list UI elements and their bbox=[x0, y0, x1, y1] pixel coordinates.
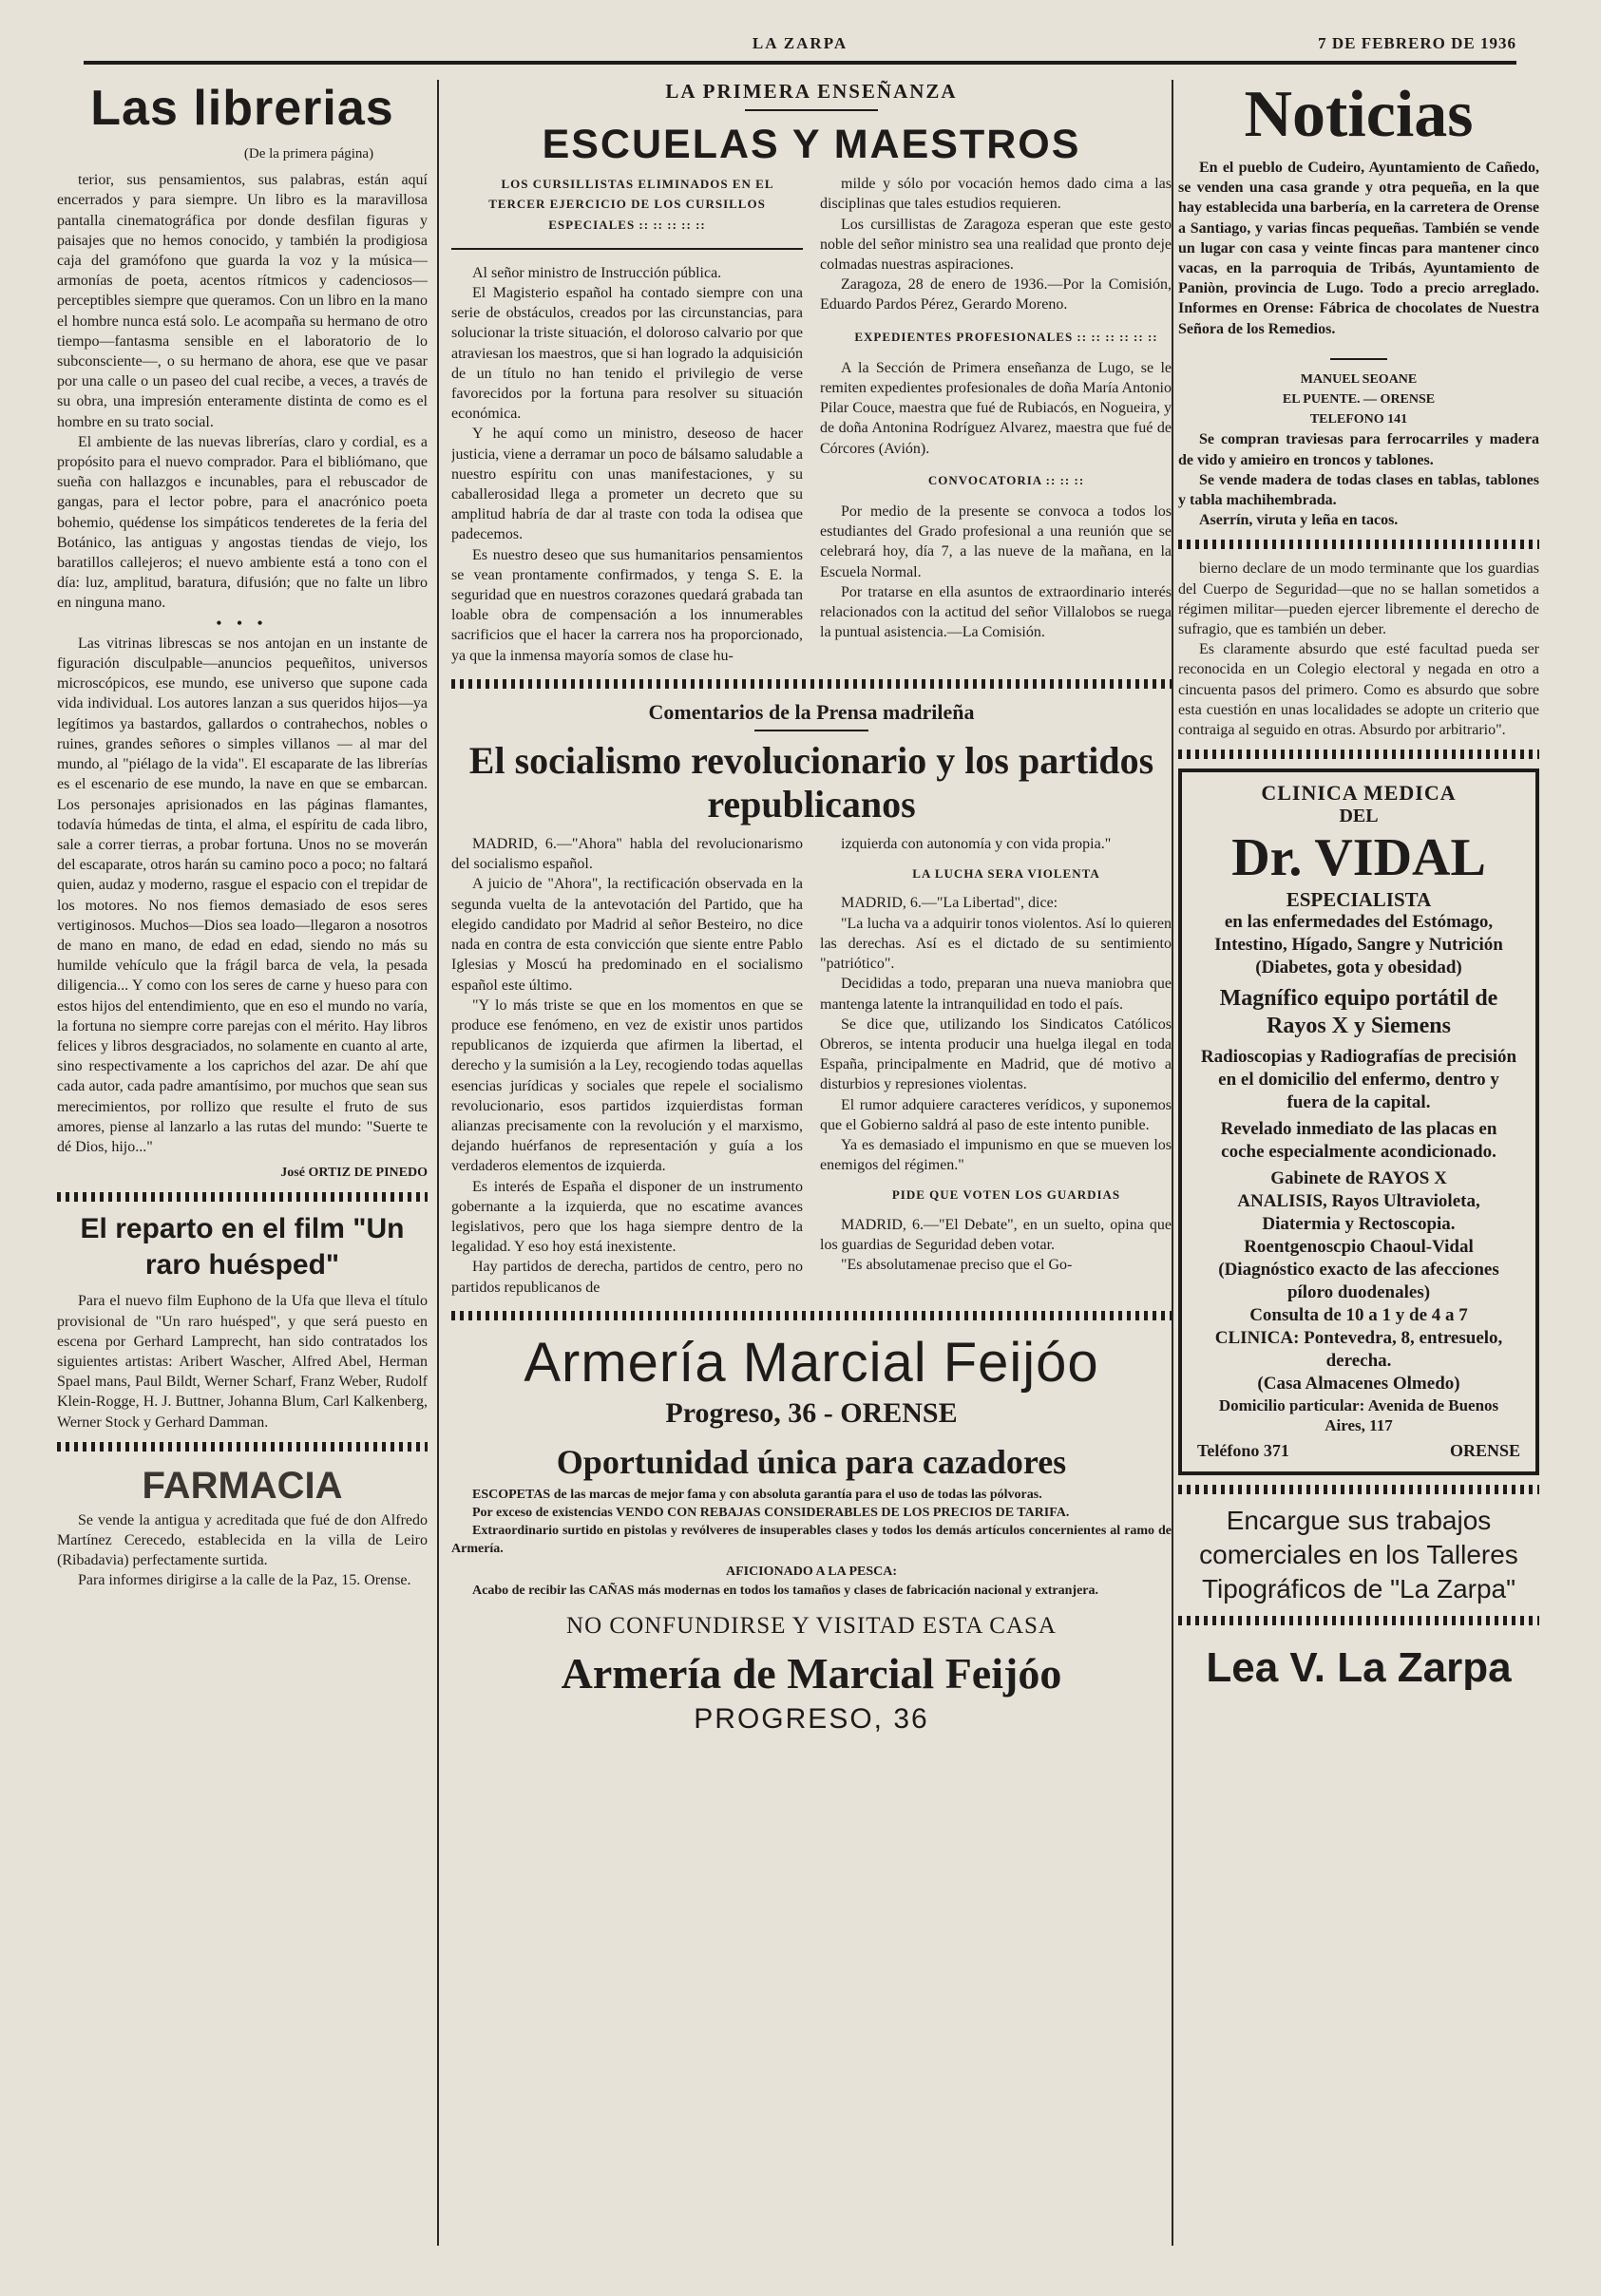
seoane-line: TELEFONO 141 bbox=[1309, 412, 1408, 427]
issue-date: 7 DE FEBRERO DE 1936 bbox=[1318, 34, 1516, 52]
escuelas-title: ESCUELAS Y MAESTROS bbox=[542, 122, 1081, 168]
escuelas-paragraph: El Magisterio español ha contado siempre con una serie de obstáculos, creados por las circunstancias, para solucionar la triste situación, el doloroso calvario por que atraviesan los maestros, que si han logrado la adquisición de un título no han tenido el privilegio de verse favorecidos por la fortuna para resolver su situación económica. bbox=[451, 285, 803, 423]
clinica-line: Domicilio particular: Avenida de Buenos Aires, 117 bbox=[1218, 1396, 1499, 1435]
noticias-paragraph: Se compran traviesas para ferrocarriles y madera de vido y amieiro en troncos y tablones. bbox=[1178, 431, 1539, 468]
armeria-line: Por exceso de existencias VENDO CON REBAJAS CONSIDERABLES DE LOS PRECIOS DE TARIFA. bbox=[472, 1505, 1070, 1520]
socialismo-paragraph: "La lucha va a adquirir tonos violentos. Así lo quieren las derechas. Así es el dictado de su sentimiento "patriótico". bbox=[820, 915, 1172, 973]
farmacia-text: Para informes dirigirse a la calle de la Paz, 15. Orense. bbox=[78, 1572, 411, 1589]
librerias-paragraph: terior, sus pensamientos, sus palabras, están aquí encerrados y para siempre. Un libro es la maravillosa pantalla cinematográfica por donde desfilan figuras y paisajes que no hemos conocido, y también la prodigiosa caja del gramófono que guarda la voz y la música—armonías de poeta, acentos rítmicos y cadenciosos—perceptibles siempre que queramos. Con un libro en la mano el hombre nunca está solo. Le acompaña su hermano de otro tiempo—fantasma sensible en el laboratorio de lo subconsciente—, o su hermano de ahora, ese que ve pasar por una calle o un paseo del cual recibe, a veces, a través de su obra, una impresión enteramente distinta de como es el hombre en su trato social. bbox=[57, 172, 428, 430]
column-rule-left bbox=[437, 80, 439, 2246]
lea-ad: Lea V. La Zarpa bbox=[1206, 1644, 1512, 1692]
socialismo-paragraph: MADRID, 6.—"La Libertad", dice: bbox=[841, 895, 1058, 912]
socialismo-subhead: PIDE QUE VOTEN LOS GUARDIAS bbox=[891, 1187, 1121, 1203]
armeria-headline: Oportunidad única para cazadores bbox=[556, 1442, 1067, 1481]
separator-bar bbox=[1178, 1485, 1539, 1494]
reparto-title: El reparto en el film "Un raro huésped" bbox=[80, 1213, 405, 1281]
armeria-address: Progreso, 36 - ORENSE bbox=[665, 1396, 958, 1429]
clinica-line: Revelado inmediato de las placas en coche especialmente acondicionado. bbox=[1220, 1119, 1497, 1163]
armeria-line: ESCOPETAS de las marcas de mejor fama y con absoluta garantía para el uso de todas las pólvoras. bbox=[472, 1487, 1042, 1502]
clinica-line: ANALISIS, Rayos Ultravioleta, Diatermia y Rectoscopia. bbox=[1237, 1191, 1480, 1235]
armeria-address-2: PROGRESO, 36 bbox=[694, 1702, 929, 1735]
socialismo-paragraph: Decididas a todo, preparan una nueva maniobra que mantenga latente la intranquilidad en todo el país. bbox=[820, 976, 1172, 1013]
socialismo-title: El socialismo revolucionario y los partidos republicanos bbox=[468, 739, 1154, 826]
escuelas-paragraph: Los cursillistas de Zaragoza esperan que este gesto noble del señor ministro sea una realidad que pronto deje colmadas nuestras aspiraciones. bbox=[820, 216, 1172, 274]
socialismo-paragraph: El rumor adquiere caracteres verídicos, y suponemos que el Gobierno saldrá al paso de este intento punible. bbox=[820, 1096, 1172, 1133]
clinica-line: (Casa Almacenes Olmedo) bbox=[1257, 1374, 1460, 1395]
escuelas-paragraph: Por tratarse en ella asuntos de extraordinario interés relacionados con la actitud del señor Villalobos se ruega la puntual asistencia.—La Comisión. bbox=[820, 583, 1172, 641]
socialismo-paragraph: Se dice que, utilizando los Sindicatos Católicos Obreros, se intenta producir una huelga ilegal en toda España, principalmente en Madrid, que dé motivo a disturbios y represiones violentas. bbox=[820, 1015, 1172, 1093]
escuelas-subhead: CONVOCATORIA :: :: :: bbox=[927, 472, 1085, 487]
clinica-line: Magnífico equipo portátil de Rayos X y Siemens bbox=[1219, 986, 1498, 1039]
column-middle bbox=[451, 72, 1172, 2248]
clinica-line: Radioscopias y Radiografías de precisión en el domicilio del enfermo, dentro y fuera de la capital. bbox=[1200, 1047, 1517, 1113]
librerias-title: Las librerias bbox=[90, 81, 394, 136]
separator-bar bbox=[1178, 540, 1539, 549]
socialismo-kicker: Comentarios de la Prensa madrileña bbox=[648, 699, 975, 724]
newspaper-name: LA ZARPA bbox=[752, 34, 848, 52]
column-left: Las librerias (De la primera página) terior, sus pensamientos, sus palabras, están aquí encerrados y para siempre. Un libro es la maravillosa pantalla cinematográfica por donde desfilan figuras y paisajes que no hemos conocido, y también la prodigiosa caja del gramófono que guarda la voz y la música—armonías de poeta, acentos rítmicos y cadenciosos—perceptibles siempre que queramos. Con un libro en la mano el hombre nunca está solo. Le acompaña su hermano de otro tiempo—fantasma sensible en el laboratorio de lo subconsciente—, o su hermano de ahora, ese que ve pasar por una calle o un paseo del cual recibe, a veces, a través de su obra, una impresión enteramente distinta de como es el hombre en su trato social. El ambiente de las nuevas librerías, claro y cordial, es a propósito para el nuevo comprador. Para el bibliómano, que sueña con hallazgos e incunables, para el rebuscador de gangas, para el lector pobre, para el anacrónico poeta bohemio, quédense los simpáticos tenderetes de la feria del Botánico, las antiguas y angostas tiendas de viejo, los baratillos callejeros; el nuevo ambiente está a tono con el día: luz, amplitud, baratura, difusión; que no falte un libro en ninguna mano. • • • Las vitrinas librescas se nos antojan en un instante de figuración disculpable—anuncios pequeñitos, universos microscópicos, ese mundo, ese universo que supone cada vida individual. Los autores lanzan a sus queridos hijos—ya legítimos ya bastardos, gallardos o contrahechos, nobles o ruines, grandes señores o simples villanos — al mar del mundo, al "piélago de la vida". El escaparate de las librerías es el escenario de ese mundo, la nave en que se embarcan. Los personajes aprisionados en las páginas flamantes, todavía húmedas de tinta, el alma, el espíritu de cada libro, sale a correr tierras, a probar fortuna. Unos no se moverán del escaparate, otros harán su camino poco a poco; no faltará quien, audaz y moderno, rasgue el espacio con el trepidar de los motores. No nos fiemos demasiado de esos seres vertiginosos. Muchos—Dios sea loado—llegaron a nosotros de mano en mano, de edad en edad, siendo no más su humilde vehículo que la frágil barca de vela, la pesada diligencia... Y como con los seres de carne y hueso para con estos hijos del entendimiento, que en eso el mundo no varía, la fortuna no siempre corre parejas con el mérito. Hay libros felices y libros desgraciados, no solamente en cuanto al arte, sino respectivamente a los caprichos del azar. De ahí que cada autor, cada padre amantísimo, por muchos que sean sus merecimientos, por rollizo que resulte el fruto de sus amores, piense al lanzarlo a las rutas del mundo: "Suerte te dé Dios, hijo..." José ORTIZ DE PINEDO El reparto en el film "Un raro huésped" Para el nuevo film Euphono de la Ufa que lleva el título provisional de "Un raro huésped", y que será puesto en escena por Gerhard Lamprecht, han sido contratados los siguientes artistas: Aribert Wascher, Alfred Abel, Herman Spael mans, Paul Bildt, Werner Scharf, Franz Weber, Rudolf Klein-Rogge, H. J. Buttner, Johanna Blum, Carl Kalkenberg, Werner Stock y Gerhard Damman. FARMACIA Se vende la antigua y acreditada que fué de don Alfredo Martínez Cerecedo, establecida en la villa de Leiro (Ribadavia) perfectamente surtida. Para informes dirigirse a la calle de la Paz, 15. Orense. bbox=[57, 72, 428, 2248]
escuelas-paragraph: Zaragoza, 28 de enero de 1936.—Por la Comisión, Eduardo Pardos Pérez, Gerardo Moreno. bbox=[820, 276, 1172, 313]
clinica-line: Roentgenoscpio Chaoul-Vidal (Diagnóstico exacto de las afecciones píloro duodenales) bbox=[1218, 1237, 1499, 1303]
armeria-line: Acabo de recibir las CAÑAS más modernas en todos los tamaños y clases de fabricación nacional y extranjera. bbox=[472, 1583, 1099, 1598]
reparto-text: Para el nuevo film Euphono de la Ufa que lleva el título provisional de "Un raro huésped", y que será puesto en escena por Gerhard Lamprecht, han sido contratados los siguientes artistas: Aribert Wascher, Alfred Abel, Herman Spael mans, Paul Bildt, Werner Scharf, Franz Weber, Rudolf Klein-Rogge, H. J. Buttner, Johanna Blum, Carl Kalkenberg, Werner Stock y Gerhard Damman. bbox=[57, 1293, 428, 1431]
column-rule-right bbox=[1172, 80, 1173, 2246]
armeria-line: Extraordinario surtido en pistolas y revólveres de insuperables clases y todos los demás artículos concernientes al ramo de Armería. bbox=[451, 1523, 1172, 1556]
socialismo-paragraph: Hay partidos de derecha, partidos de centro, pero no partidos republicanos de bbox=[451, 1259, 803, 1296]
escuelas-paragraph: Es nuestro deseo que sus humanitarios pensamientos se vean prontamente confirmados, y tenga S. E. la seguridad que en nuestros corazones quedará grabada tan loable obra de compensación a los innumerables sacrificios que el hacer la carrera nos ha proporcionado, ya que la inmensa mayoría somos de clase hu- bbox=[451, 546, 803, 664]
escuelas-paragraph: Al señor ministro de Instrucción pública. bbox=[472, 264, 722, 281]
clinica-line: ESPECIALISTA bbox=[1286, 888, 1432, 912]
clinica-line: CLINICA: Pontevedra, 8, entresuelo, derecha. bbox=[1214, 1328, 1503, 1372]
escuelas-paragraph: milde y sólo por vocación hemos dado cima a las disciplinas que tales estudios requieren. bbox=[820, 176, 1172, 213]
column-right bbox=[1178, 72, 1539, 2248]
noticias-paragraph: bierno declare de un modo terminante que los guardias del Cuerpo de Seguridad—que no se hallan sometidos a régimen militar—pueden ejercer libremente el derecho de sufragio, que es también un deber. bbox=[1178, 560, 1539, 638]
escuelas-body bbox=[451, 174, 1172, 666]
clinica-city: ORENSE bbox=[1449, 1441, 1520, 1461]
escuelas-subhead: LOS CURSILLISTAS ELIMINADOS EN EL TERCER EJERCICIO DE LOS CURSILLOS ESPECIALES :: :: :: :: :: bbox=[488, 177, 774, 232]
socialismo-paragraph: MADRID, 6.—"Ahora" habla del revolucionarismo del socialismo español. bbox=[451, 836, 803, 873]
socialismo-paragraph: "Es absolutamenae preciso que el Go- bbox=[841, 1256, 1073, 1273]
socialismo-paragraph: "Y lo más triste se que en los momentos en que se produce ese fenómeno, en vez de existir unos partidos republicanos de izquierda que afirmen la libertad, el derecho y la sumisión a la Ley, recogiendo todas aquellas esencias jurídicas y sociales que repele el socialismo revolucionario, esos partidos izquierdistas forman alianzas precisamente con la revolución y el marxismo, dejando huérfanos de representación y guía a los verdaderos elementos de izquierda. bbox=[451, 996, 803, 1175]
escuelas-kicker: LA PRIMERA ENSEÑANZA bbox=[665, 80, 958, 103]
encargue-ad: Encargue sus trabajos comerciales en los Talleres Tipográficos de "La Zarpa" bbox=[1199, 1506, 1518, 1604]
seoane-line: EL PUENTE. — ORENSE bbox=[1282, 392, 1436, 408]
masthead bbox=[84, 34, 1516, 63]
escuelas-subhead: EXPEDIENTES PROFESIONALES :: :: :: :: :: :: bbox=[854, 329, 1158, 344]
farmacia-title: FARMACIA bbox=[142, 1464, 343, 1507]
noticias-paragraph: En el pueblo de Cudeiro, Ayuntamiento de Cañedo, se venden una casa grande y otra pequeña, en la que hay establecida una barbería, en la carretera de Orense a Santiago, y varias fincas pequeñas. También se vende un lugar con casa y veinte fincas para mantener cinco vacas, en la parroquia de Tribás, Ayuntamiento de Paniòn, provincia de Lugo. Todo a precio arreglado. Informes en Orense: Fábrica de chocolates de Nuestra Señora de los Remedios. bbox=[1178, 160, 1539, 337]
clinica-line: DEL bbox=[1339, 806, 1379, 827]
seoane-line: MANUEL SEOANE bbox=[1300, 371, 1418, 387]
armeria-ad bbox=[451, 1330, 1172, 1738]
librerias-paragraph: El ambiente de las nuevas librerías, claro y cordial, es a propósito para el nuevo comprador. Para el bibliómano, que sueña con hallazgos e incunables, para el rebuscador de gangas, para el lector pobre, para el anacrónico poeta bohemio, quédense los simpáticos tenderetes de la feria del Botánico, las antiguas y angostas tiendas de viejo, los baratillos callejeros; el nuevo ambiente está a tono con el día: luz, amplitud, baratura, difusión; que no falte un libro en ninguna mano. bbox=[57, 433, 428, 612]
separator-bar bbox=[1178, 750, 1539, 759]
armeria-name-2: Armería de Marcial Feijóo bbox=[561, 1648, 1062, 1698]
clinica-line: en las enfermedades del Estómago, Intestino, Hígado, Sangre y Nutrición (Diabetes, gota y obesidad) bbox=[1214, 912, 1503, 978]
clinica-line: Consulta de 10 a 1 y de 4 a 7 bbox=[1249, 1305, 1468, 1326]
socialismo-body bbox=[451, 834, 1172, 1298]
escuelas-paragraph: A la Sección de Primera enseñanza de Lugo, se le remiten expedientes profesionales de doña María Antonio Pilar Couce, maestra que fué de Rubiacós, en Nogueira, y de doña Antonina Rodríguez Alvarez, maestra que fué de Córcores (Avión). bbox=[820, 359, 1172, 457]
farmacia-text: Se vende la antigua y acreditada que fué de don Alfredo Martínez Cerecedo, establecida en la villa de Leiro (Ribadavia) perfectamente surtida. bbox=[57, 1511, 428, 1569]
clinica-doctor-name: Dr. VIDAL bbox=[1231, 828, 1486, 888]
clinica-line: CLINICA MEDICA bbox=[1261, 781, 1457, 806]
noticias-title: Noticias bbox=[1244, 78, 1474, 151]
librerias-author: José ORTIZ DE PINEDO bbox=[280, 1166, 428, 1181]
armeria-name: Armería Marcial Feijóo bbox=[524, 1331, 1099, 1394]
socialismo-paragraph: Es interés de España el disponer de un instrumento gobernante a la izquierda, que no escatime avances legislativos, pero que los haga siempre dentro de la legalidad. Y eso hoy está inexistente. bbox=[451, 1178, 803, 1256]
socialismo-subhead: LA LUCHA SERA VIOLENTA bbox=[912, 866, 1100, 882]
clinica-line: Gabinete de RAYOS X bbox=[1270, 1168, 1447, 1189]
armeria-tagline: NO CONFUNDIRSE Y VISITAD ESTA CASA bbox=[566, 1612, 1057, 1639]
separator-bar bbox=[57, 1192, 428, 1202]
socialismo-paragraph: Ya es demasiado el impunismo en que se mueven los enemigos del régimen." bbox=[820, 1136, 1172, 1174]
masthead-rule bbox=[84, 61, 1516, 65]
escuelas-paragraph: Por medio de la presente se convoca a todos los estudiantes del Grado profesional a una reunión que se celebrará hoy, día 7, a las nueve de la mañana, en la Escuela Normal. bbox=[820, 503, 1172, 580]
clinica-phone: Teléfono 371 bbox=[1197, 1441, 1289, 1461]
librerias-subtitle: (De la primera página) bbox=[243, 146, 374, 161]
clinica-ad bbox=[1178, 768, 1539, 1475]
armeria-subhead: AFICIONADO A LA PESCA: bbox=[725, 1564, 898, 1579]
noticias-paragraph: Se vende madera de todas clases en tablas, tablones y tabla machihembrada. bbox=[1178, 471, 1539, 509]
socialismo-paragraph: izquierda con autonomía y con vida propia." bbox=[841, 836, 1112, 853]
noticias-paragraph: Aserrín, viruta y leña en tacos. bbox=[1199, 512, 1399, 529]
separator-bar bbox=[451, 679, 1172, 689]
socialismo-paragraph: MADRID, 6.—"El Debate", en un suelto, opina que los guardias de Seguridad deben votar. bbox=[820, 1216, 1172, 1253]
noticias-paragraph: Es claramente absurdo que esté facultad pueda ser reconocida en un Colegio electoral y negada en otro a cincuenta pasos del primero. Como es absurdo que sobre esta cuestión en unas localidades se adopte un criterio que contraiga al seguido en otras. Absurdo por arbitrario". bbox=[1178, 641, 1539, 739]
separator-bar bbox=[1178, 1616, 1539, 1625]
librerias-paragraph: Las vitrinas librescas se nos antojan en un instante de figuración disculpable—anuncios pequeñitos, universos microscópicos, ese mundo, ese universo que supone cada vida individual. Los autores lanzan a sus queridos hijos—ya legítimos ya bastardos, gallardos o contrahechos, nobles o ruines, grandes señores o simples villanos — al mar del mundo, al "piélago de la vida". El escaparate de las librerías es el escenario de ese mundo, la nave en que se embarcan. Los personajes aprisionados en las páginas flamantes, todavía húmedas de tinta, el alma, el espíritu de cada libro, sale a correr tierras, a probar fortuna. Unos no se moverán del escaparate, otros harán su camino poco a poco; no faltará quien, audaz y moderno, rasgue el espacio con el trepidar de los motores. No nos fiemos demasiado de esos seres vertiginosos. Muchos—Dios sea loado—llegaron a nosotros de mano en mano, de edad en edad, siendo no más su humilde vehículo que la frágil barca de vela, la pesada diligencia... Y como con los seres de carne y hueso para con estos hijos del entendimiento, que en eso el mundo no varía, la fortuna no siempre corre parejas con el mérito. Hay libros felices y libros desgraciados, no solamente en cuanto al arte, sino respectivamente a los caprichos del azar. De ahí que cada autor, cada padre amantísimo, por muchos que sean sus merecimientos, por rollizo que resulte el fruto de sus amores, piense al lanzarlo a las rutas del mundo: "Suerte te dé Dios, hijo..." bbox=[57, 635, 428, 1155]
socialismo-paragraph: A juicio de "Ahora", la rectificación observada en la segunda vuelta de la antevotación del Partido, que ha elegido candidato por Madrid al señor Besteiro, no dice nada en contra de esta convicción que siente entre Pablo Iglesias y Moscú ha predominado en el socialismo español este último. bbox=[451, 876, 803, 994]
separator-bar bbox=[451, 1311, 1172, 1320]
separator-bar bbox=[57, 1442, 428, 1452]
escuelas-paragraph: Y he aquí como un ministro, deseoso de hacer justicia, viene a derramar un poco de bálsamo saludable a nuestro espíritu con unas manifestaciones, y su caballerosidad llega a prometer un decreto que su amplitud habría de dar al traste con toda la odisea que padecemos. bbox=[451, 426, 803, 543]
